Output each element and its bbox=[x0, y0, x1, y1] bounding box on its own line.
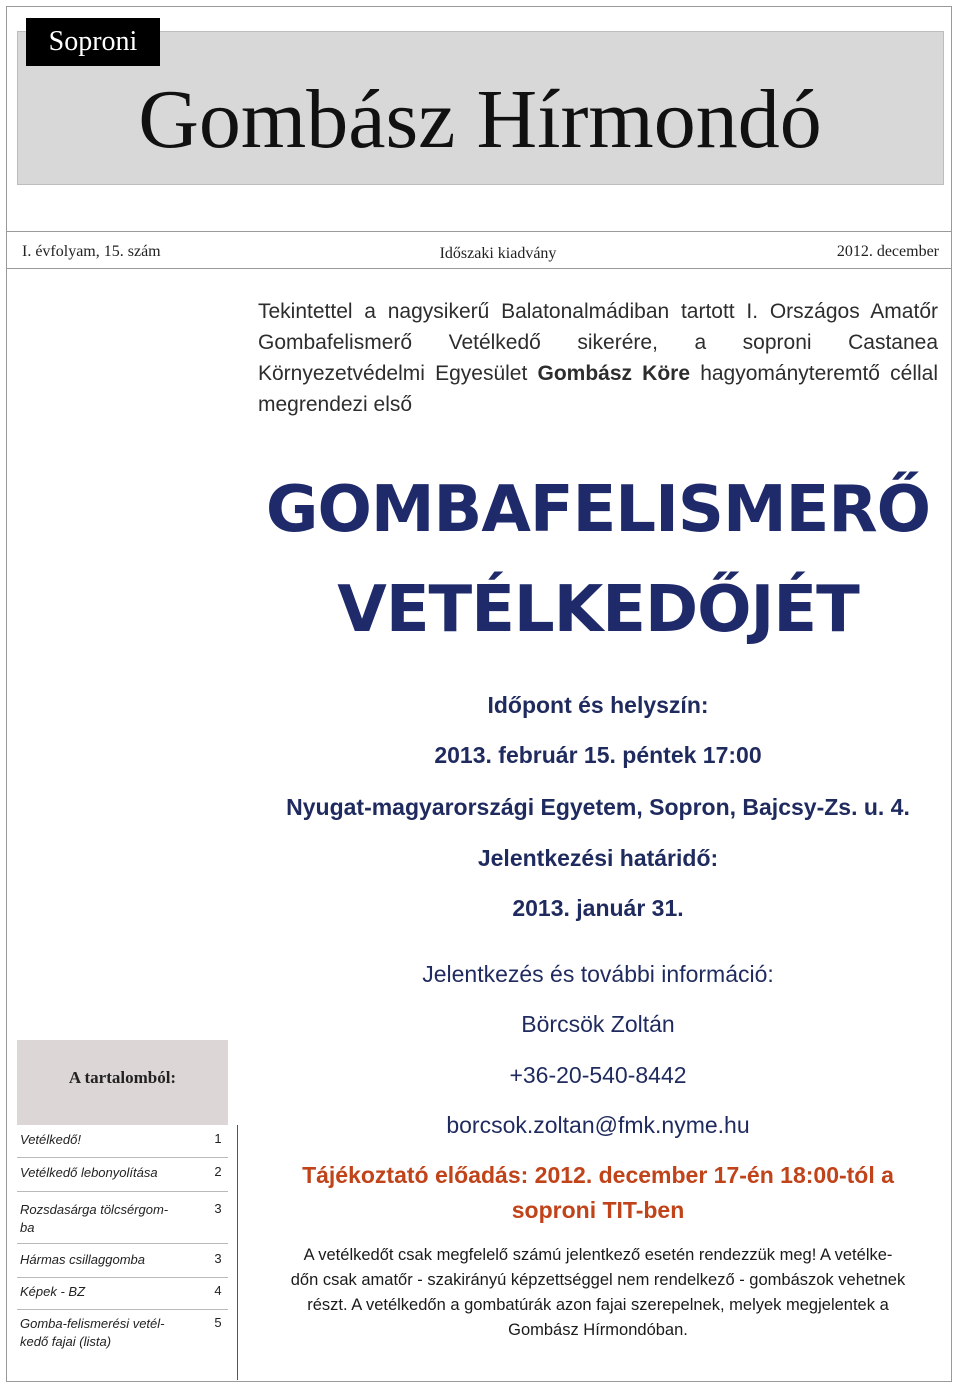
masthead-title: Gombász Hírmondó bbox=[138, 73, 822, 166]
toc-item-title[interactable]: Hármas csillaggomba bbox=[20, 1252, 145, 1267]
contact-phone: +36-20-540-8442 bbox=[509, 1062, 687, 1088]
note-line-3: részt. A vetélkedőn a gombatúrák azon fajai szerepelnek, melyek megjelentek a bbox=[307, 1296, 889, 1314]
toc-item-title[interactable]: Rozsdasárga tölcsérgom-ba bbox=[20, 1202, 169, 1235]
issue-volume: I. évfolyam, 15. szám bbox=[22, 243, 161, 260]
toc-header bbox=[17, 1040, 228, 1125]
issue-date: 2012. december bbox=[836, 243, 939, 260]
toc-separator bbox=[17, 1309, 228, 1310]
toc-item-page: 1 bbox=[214, 1131, 222, 1146]
note-line-1: A vetélkedőt csak megfelelő számú jelentkező esetén rendezzük meg! A vetélke- bbox=[303, 1246, 893, 1264]
issue-type: Időszaki kiadvány bbox=[439, 245, 557, 262]
toc-item-title[interactable]: Gomba-felismerési vetél-kedő fajai (lista) bbox=[20, 1316, 165, 1349]
toc-item-page: 5 bbox=[214, 1315, 222, 1330]
lecture-line-2: soproni TIT-ben bbox=[511, 1197, 685, 1223]
header-rule-top bbox=[6, 231, 952, 232]
contact-name: Börcsök Zoltán bbox=[521, 1011, 675, 1037]
note-line-4: Gombász Hírmondóban. bbox=[508, 1321, 688, 1339]
toc-item-page: 2 bbox=[214, 1164, 222, 1179]
toc-heading: A tartalomból: bbox=[68, 1068, 177, 1087]
toc-item-title[interactable]: Képek - BZ bbox=[20, 1284, 86, 1299]
note-line-2: dőn csak amatőr - szakirányú képzettséggel nem rendelkező - gombászok vehetnek bbox=[290, 1271, 906, 1289]
header-rule-bottom bbox=[6, 268, 952, 269]
toc-item-page: 3 bbox=[214, 1251, 222, 1266]
intro-bold: Gombász Köre bbox=[537, 362, 691, 385]
headline-line-2: VETÉLKEDŐJÉT bbox=[337, 573, 859, 647]
contact-label: Jelentkezés és további információ: bbox=[422, 961, 774, 987]
masthead-kicker: Soproni bbox=[26, 18, 160, 66]
toc-separator bbox=[17, 1277, 228, 1278]
intro-text-1: Tekintettel a nagysikerű Balatonalmádiban tartott I. Országos Amatőr Gombafelismerő Vetélkedő sikerére, a soproni Castanea Környezetvédelmi Egyesület bbox=[258, 300, 938, 385]
toc-item-title[interactable]: Vetélkedő! bbox=[20, 1132, 81, 1147]
event-date-time: 2013. február 15. péntek 17:00 bbox=[434, 742, 762, 768]
toc-divider bbox=[237, 1125, 238, 1380]
deadline-date: 2013. január 31. bbox=[512, 895, 684, 921]
toc-separator bbox=[17, 1157, 228, 1158]
time-place-label: Időpont és helyszín: bbox=[487, 692, 709, 718]
contact-email[interactable]: borcsok.zoltan@fmk.nyme.hu bbox=[446, 1112, 750, 1138]
toc-item-title[interactable]: Vetélkedő lebonyolítása bbox=[20, 1165, 158, 1180]
toc-item-page: 4 bbox=[214, 1283, 222, 1298]
toc-separator bbox=[17, 1191, 228, 1192]
event-venue: Nyugat-magyarországi Egyetem, Sopron, Bajcsy-Zs. u. 4. bbox=[286, 794, 910, 820]
lecture-line-1: Tájékoztató előadás: 2012. december 17-én 18:00-tól a bbox=[302, 1162, 894, 1188]
deadline-label: Jelentkezési határidő: bbox=[477, 845, 719, 871]
toc-separator bbox=[17, 1243, 228, 1244]
intro-text-2: hagyományteremtő céllal megrendezi első bbox=[258, 362, 938, 416]
toc-item-page: 3 bbox=[214, 1201, 222, 1216]
headline-line-1: GOMBAFELISMERŐ bbox=[265, 473, 931, 547]
intro-paragraph bbox=[258, 296, 938, 420]
